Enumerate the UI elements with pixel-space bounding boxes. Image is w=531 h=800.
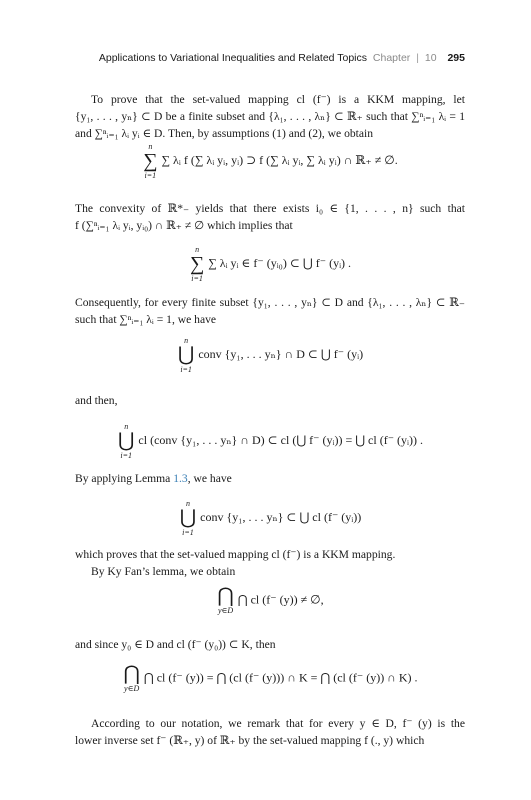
intersection-operator: ⋂ y∈D	[123, 663, 140, 693]
text-line: To prove that the set-valued mapping cl (f⁻) is a KKM mapping, let	[91, 93, 465, 106]
equation-7	[75, 664, 465, 693]
equation-body: ∑ λᵢ f (∑ λᵢ yᵢ, yᵢ) ⊃ f (∑ λᵢ yᵢ, ∑ λᵢ yᵢ) ∩ ℝ₊ ≠ ∅.	[161, 152, 398, 167]
paragraph-4	[75, 392, 465, 409]
union-operator: n ⋃ i=1	[177, 336, 195, 374]
equation-6	[75, 586, 465, 615]
equation-5	[75, 499, 465, 537]
text-line: and then,	[75, 394, 118, 407]
running-title: Applications to Variational Inequalities and Related Topics	[98, 52, 367, 64]
paragraph-3	[75, 294, 465, 328]
text-line: The convexity of ℝ*₋ yields that there exists i₀ ∈ {1, . . . , n} such that	[75, 202, 465, 215]
equation-3	[75, 336, 465, 374]
header-separator: |	[416, 52, 419, 64]
text-line: lower inverse set f⁻ (ℝ₊, y) of ℝ₊ by the set-valued mapping f (., y) which	[75, 734, 425, 747]
text-line: According to our notation, we remark that for every y ∈ D, f⁻ (y) is the	[91, 717, 465, 730]
text-line: and ∑ⁿᵢ₌₁ λᵢ yᵢ ∈ D. Then, by assumptions (1) and (2), we obtain	[75, 127, 374, 140]
equation-body: cl (conv {y₁, . . . yₙ} ∩ D) ⊂ cl (⋃ f⁻ (yᵢ)) = ⋃ cl (f⁻ (yᵢ)) .	[138, 432, 423, 447]
sum-operator: n ∑ i=1	[143, 142, 158, 180]
intersection-operator: ⋂ y∈D	[217, 585, 234, 615]
equation-body: conv {y₁, . . . yₙ} ⊂ ⋃ cl (f⁻ (yᵢ))	[200, 509, 362, 524]
equation-body: ∑ λᵢ yᵢ ∈ f⁻ (yᵢ₀) ⊂ ⋃ f⁻ (yᵢ) .	[208, 255, 352, 270]
text-line: {y₁, . . . , yₙ} ⊂ D be a finite subset and {λ₁, . . . , λₙ} ⊂ ℝ₊ such that ∑ⁿᵢ₌₁ λᵢ = 1	[75, 110, 465, 123]
text-line: which proves that the set-valued mapping cl (f⁻) is a KKM mapping.	[75, 548, 396, 561]
paragraph-5	[75, 470, 465, 487]
text-line: By Ky Fan’s lemma, we obtain	[91, 565, 236, 578]
paragraph-8	[75, 715, 465, 749]
equation-body: ⋂ cl (f⁻ (y)) = ⋂ (cl (f⁻ (y))) ∩ K = ⋂ (cl (f⁻ (y)) ∩ K) .	[143, 670, 418, 685]
paragraph-7	[75, 636, 465, 653]
paragraph-2	[75, 200, 465, 234]
text-line: Consequently, for every finite subset {y₁, . . . , yₙ} ⊂ D and {λ₁, . . . , λₙ} ⊂ ℝ₋	[75, 296, 465, 309]
equation-body: ⋂ cl (f⁻ (y)) ≠ ∅,	[237, 592, 324, 607]
page-number: 295	[447, 52, 465, 64]
equation-1	[75, 142, 465, 180]
text-line: such that ∑ⁿᵢ₌₁ λᵢ = 1, we have	[75, 313, 217, 326]
equation-4	[75, 422, 465, 460]
equation-body: conv {y₁, . . . yₙ} ∩ D ⊂ ⋃ f⁻ (yᵢ)	[198, 346, 364, 361]
paragraph-6	[75, 546, 465, 580]
union-operator: n ⋃ i=1	[179, 499, 197, 537]
sum-operator: n ∑ i=1	[189, 245, 205, 283]
paragraph-1	[75, 91, 465, 142]
chapter-number: 10	[424, 52, 437, 64]
union-operator: n ⋃ i=1	[118, 422, 135, 460]
chapter-label: Chapter	[372, 52, 411, 64]
text-line: By applying Lemma 1.3, we have	[75, 472, 232, 485]
running-header	[90, 52, 465, 64]
lemma-reference-link[interactable]: 1.3	[173, 472, 188, 485]
equation-2	[75, 245, 465, 283]
text-line: f (∑ⁿᵢ₌₁ λᵢ yᵢ, yᵢ₀) ∩ ℝ₊ ≠ ∅ which implies that	[75, 219, 293, 232]
text-line: and since y₀ ∈ D and cl (f⁻ (y₀)) ⊂ K, then	[75, 638, 276, 651]
